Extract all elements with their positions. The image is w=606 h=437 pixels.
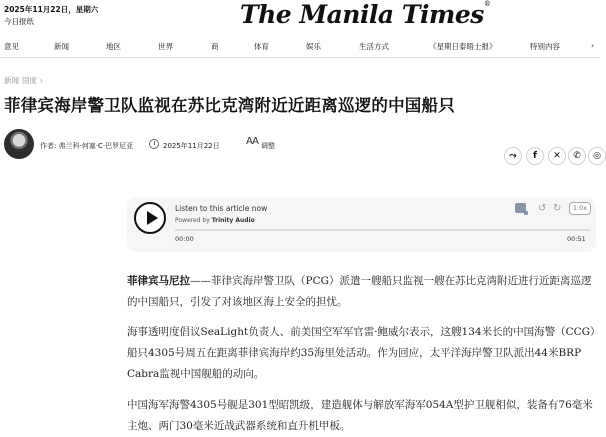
top-bar <box>0 0 600 38</box>
byline-row <box>0 128 600 164</box>
breadcrumb-news[interactable]: 新闻 <box>4 76 19 85</box>
nav-item-opinion[interactable]: 意见 <box>4 42 19 51</box>
registered-mark: ® <box>483 0 491 8</box>
clock-icon <box>149 139 159 149</box>
whatsapp-icon[interactable]: ✆ <box>568 147 586 165</box>
author-avatar[interactable] <box>4 129 34 159</box>
article-paragraph-2: 海事透明度倡议SeaLight负责人、前美国空军军官雷·鲍威尔表示，这艘134米长的中国海警（CCG）船只4305号周五在距离菲律宾海岸约35海里处活动。作为回应，太平洋海岸警卫队派出44米BRP Cabra监视中国舰船的动向。 <box>127 326 596 380</box>
publish-date: 2025年11月22日 <box>163 142 220 150</box>
x-twitter-icon[interactable]: ✕ <box>548 147 566 165</box>
nav-item-news[interactable]: 新闻 <box>54 42 69 51</box>
current-date: 2025年11月22日，星期六 <box>4 5 99 14</box>
nav-item-sunday-times[interactable]: 《星期日泰晤士报》 <box>429 42 497 51</box>
font-size-icon[interactable]: AA <box>246 136 258 147</box>
facebook-icon[interactable]: f <box>526 147 544 165</box>
article-paragraph-1: 菲律宾马尼拉——菲律宾海岸警卫队（PCG）派遣一艘船只监视一艘在苏比克湾附近进行近距离巡逻的中国船只，引发了对该地区海上安全的担忧。 <box>127 275 592 308</box>
nav-item-regions[interactable]: 地区 <box>106 42 121 51</box>
nav-item-lifestyle[interactable]: 生活方式 <box>359 42 389 51</box>
main-nav <box>0 38 600 58</box>
rewind-icon[interactable]: ↺ <box>538 203 547 214</box>
forward-icon[interactable]: ↻ <box>553 203 562 214</box>
nav-item-special-content[interactable]: 特别内容 <box>530 42 560 51</box>
article-paragraph-3: 中国海军海警4305号舰是301型昭凯级，建造舰体与解放军海军054A型护卫舰相似，装备有76毫米主炮、两门30毫米近战武器系统和直升机甲板。 <box>127 399 593 432</box>
download-icon[interactable] <box>524 211 528 215</box>
share-icon[interactable]: ⤳ <box>504 147 522 165</box>
nav-item-business[interactable]: 商 <box>211 42 219 51</box>
nav-more-chevron-icon[interactable]: › <box>591 41 595 50</box>
powered-by: Powered by Trinity Audio <box>175 217 255 224</box>
play-button[interactable] <box>134 202 166 234</box>
nav-item-sports[interactable]: 体育 <box>254 42 269 51</box>
audio-progress-bar[interactable] <box>175 229 590 231</box>
dateline: 菲律宾马尼拉 <box>127 275 190 287</box>
author-byline[interactable]: 作者: 弗兰科·何塞·C·巴罗尼亚 <box>40 142 134 150</box>
breadcrumb-nation[interactable]: 国度 <box>22 76 37 85</box>
article-title: 菲律宾海岸警卫队监视在苏比克湾附近近距离巡逻的中国船只 <box>4 96 455 115</box>
nav-item-world[interactable]: 世界 <box>158 42 173 51</box>
listen-label: Listen to this article now <box>175 204 268 213</box>
todays-paper-link[interactable]: 今日报纸 <box>4 17 34 26</box>
current-time: 00:00 <box>175 235 194 243</box>
audio-provider[interactable]: Trinity Audio <box>211 217 255 224</box>
breadcrumb <box>4 75 46 86</box>
breadcrumb-chevron-icon: › <box>40 76 43 85</box>
font-adjust-button[interactable]: 调整 <box>261 142 275 150</box>
playback-speed-button[interactable]: 1.0x <box>569 202 591 215</box>
nav-item-entertainment[interactable]: 娱乐 <box>306 42 321 51</box>
site-logo[interactable]: The Manila Times® <box>240 0 491 29</box>
total-time: 00:51 <box>567 235 586 243</box>
threads-icon[interactable]: ◎ <box>588 147 606 165</box>
